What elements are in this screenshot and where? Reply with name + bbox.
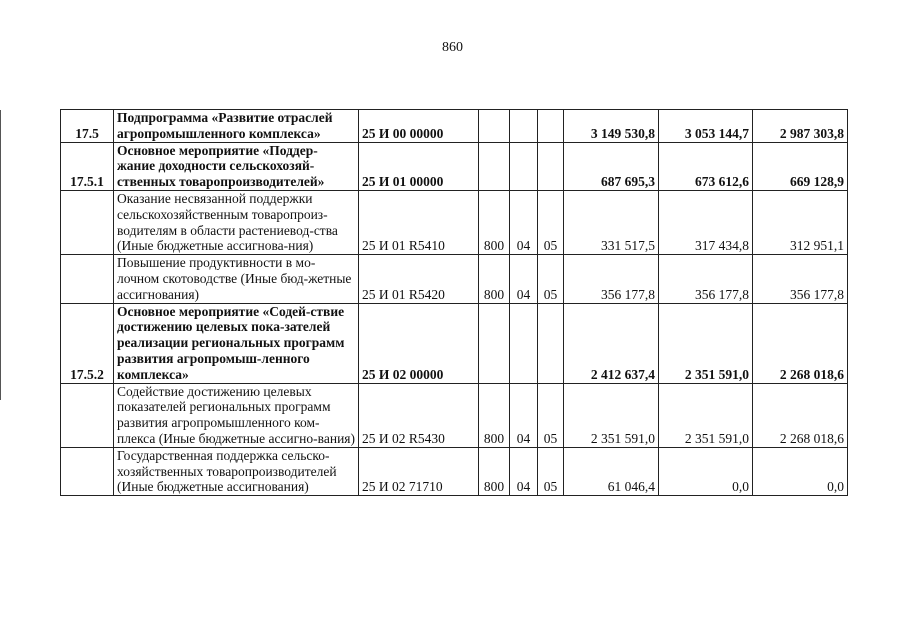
subsection-code [538,142,564,190]
amount-year-3: 0,0 [753,447,848,495]
amount-year-1: 687 695,3 [564,142,659,190]
budget-table [60,109,848,496]
row-number [61,383,114,447]
target-article-code: 25 И 01 00000 [359,142,479,190]
section-code: 04 [510,447,538,495]
amount-year-1: 2 412 637,4 [564,303,659,383]
row-number: 17.5.2 [61,303,114,383]
row-name: Основное мероприятие «Поддер-жание доходности сельскохозяй-ственных товаропроизводителей» [114,142,359,190]
expense-type-code [479,142,510,190]
amount-year-3: 669 128,9 [753,142,848,190]
row-number: 17.5.1 [61,142,114,190]
amount-year-2: 3 053 144,7 [659,110,753,143]
expense-type-code: 800 [479,255,510,303]
amount-year-3: 2 268 018,6 [753,383,848,447]
subsection-code: 05 [538,255,564,303]
amount-year-1: 2 351 591,0 [564,383,659,447]
amount-year-2: 0,0 [659,447,753,495]
section-code [510,142,538,190]
subsection-code: 05 [538,190,564,254]
row-name: Подпрограмма «Развитие отраслей агропромышленного комплекса» [114,110,359,143]
table-row [61,383,848,447]
expense-type-code [479,303,510,383]
row-number [61,255,114,303]
amount-year-1: 356 177,8 [564,255,659,303]
target-article-code: 25 И 02 R5430 [359,383,479,447]
row-name: Содействие достижению целевых показателей региональных программ развития агропромышленного ком-плекса (Иные бюджетные ассигно-вания) [114,383,359,447]
target-article-code: 25 И 01 R5410 [359,190,479,254]
section-code [510,303,538,383]
amount-year-3: 312 951,1 [753,190,848,254]
amount-year-3: 2 987 303,8 [753,110,848,143]
expense-type-code: 800 [479,447,510,495]
amount-year-3: 356 177,8 [753,255,848,303]
table-row [61,110,848,143]
section-code [510,110,538,143]
table-row [61,303,848,383]
margin-rule [0,110,1,400]
expense-type-code: 800 [479,383,510,447]
table-row [61,190,848,254]
amount-year-1: 61 046,4 [564,447,659,495]
row-name: Основное мероприятие «Содей-ствие достижению целевых пока-зателей реализации региональных программ развития агропромыш-ленного комплекса» [114,303,359,383]
table-row [61,142,848,190]
amount-year-2: 2 351 591,0 [659,303,753,383]
table-row [61,447,848,495]
target-article-code: 25 И 00 00000 [359,110,479,143]
amount-year-2: 356 177,8 [659,255,753,303]
amount-year-1: 331 517,5 [564,190,659,254]
target-article-code: 25 И 01 R5420 [359,255,479,303]
subsection-code: 05 [538,447,564,495]
row-number [61,447,114,495]
page-number: 860 [442,40,463,55]
target-article-code: 25 И 02 00000 [359,303,479,383]
row-name: Повышение продуктивности в мо-лочном скотоводстве (Иные бюд-жетные ассигнования) [114,255,359,303]
subsection-code [538,110,564,143]
subsection-code: 05 [538,383,564,447]
amount-year-2: 673 612,6 [659,142,753,190]
row-name: Оказание несвязанной поддержки сельскохозяйственным товаропроиз-водителям в области растениевод-ства (Иные бюджетные ассигнова-ния) [114,190,359,254]
amount-year-2: 317 434,8 [659,190,753,254]
subsection-code [538,303,564,383]
row-number [61,190,114,254]
amount-year-3: 2 268 018,6 [753,303,848,383]
row-number: 17.5 [61,110,114,143]
target-article-code: 25 И 02 71710 [359,447,479,495]
section-code: 04 [510,255,538,303]
expense-type-code [479,110,510,143]
expense-type-code: 800 [479,190,510,254]
amount-year-1: 3 149 530,8 [564,110,659,143]
section-code: 04 [510,383,538,447]
table-row [61,255,848,303]
row-name: Государственная поддержка сельско-хозяйственных товаропроизводителей (Иные бюджетные ассигнования) [114,447,359,495]
amount-year-2: 2 351 591,0 [659,383,753,447]
section-code: 04 [510,190,538,254]
